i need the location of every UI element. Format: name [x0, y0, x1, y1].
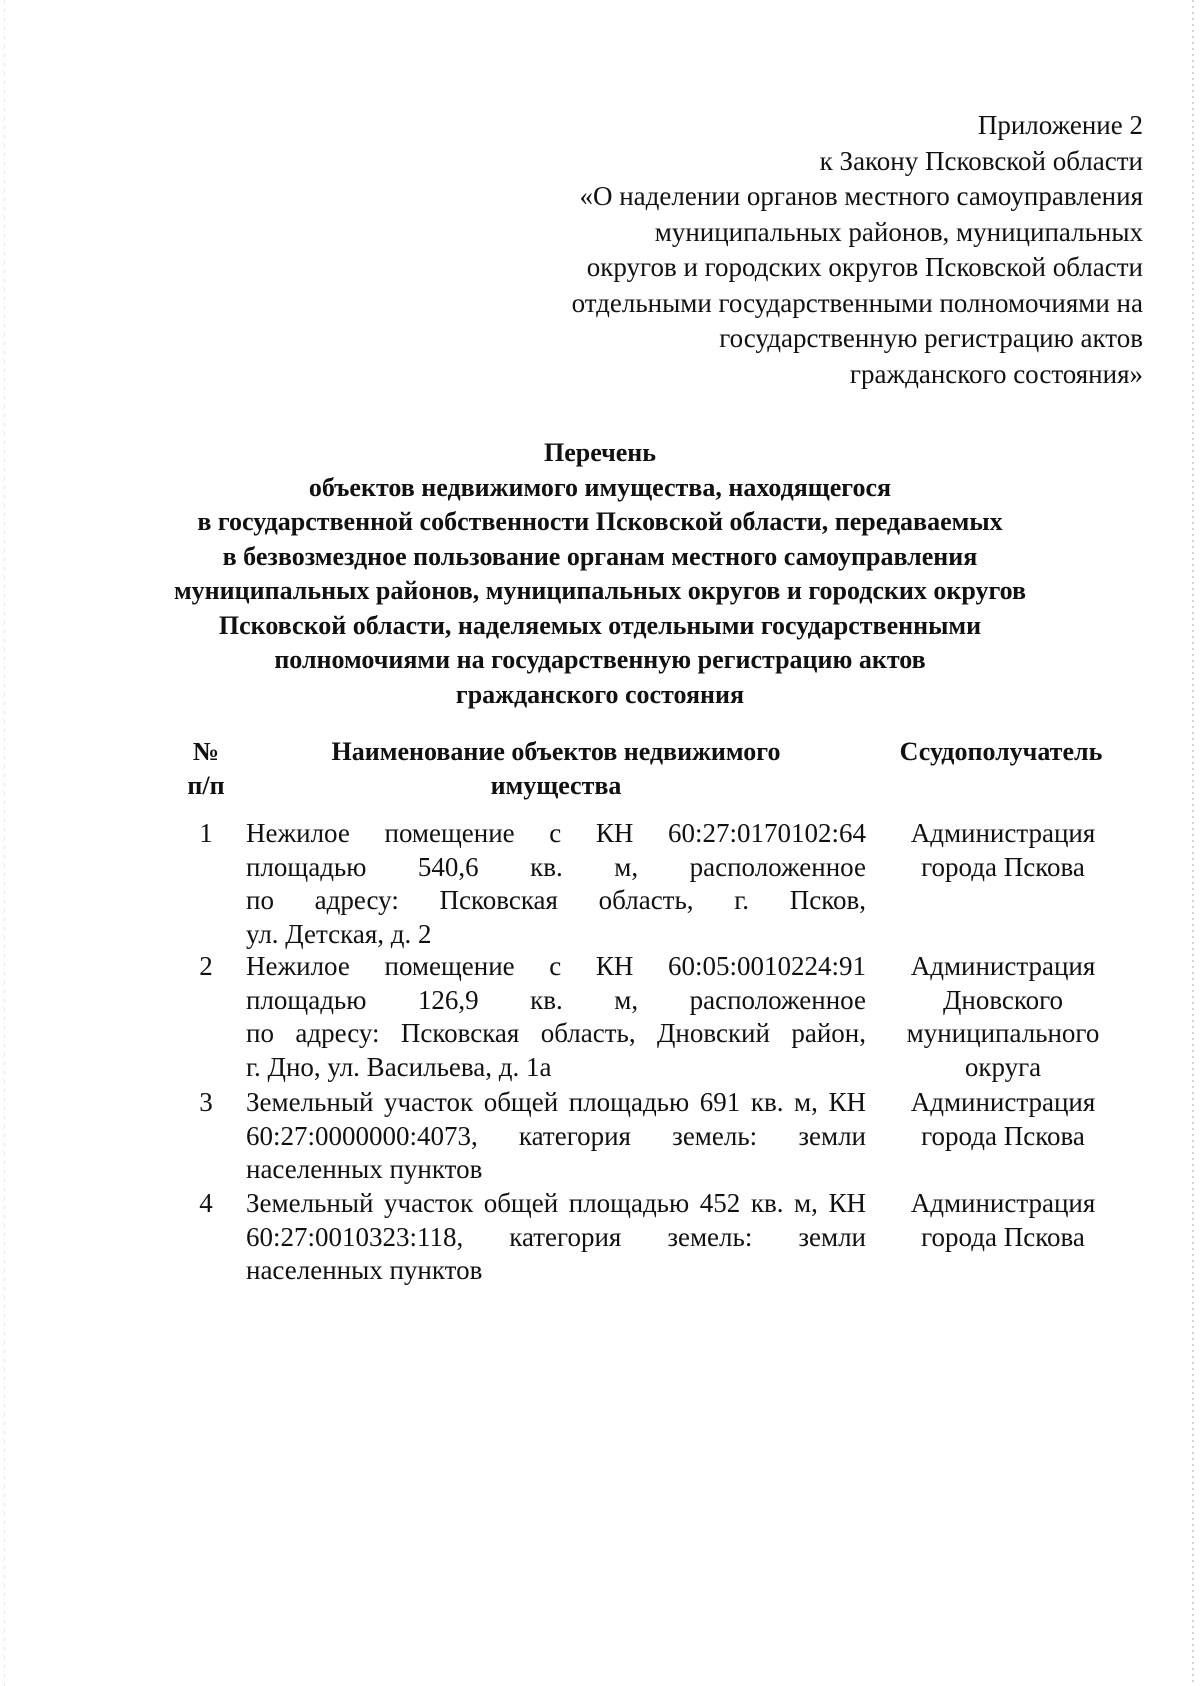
- recipient: [888, 1086, 1118, 1153]
- description-line: 60:27:0010323:118, категория земель: земли: [246, 1221, 866, 1252]
- row-number: 1: [199, 818, 213, 848]
- recipient-line: Дновского: [942, 984, 1064, 1015]
- object-description: [246, 817, 866, 951]
- appendix-line: муниципальных районов, муниципальных: [654, 216, 1143, 247]
- appendix-line: «О наделении органов местного самоуправления: [579, 181, 1143, 211]
- appendix-line: округов и городских округов Псковской области: [586, 252, 1143, 282]
- title-line: гражданского состояния: [455, 679, 745, 709]
- title-line: в безвозмездное пользование органам местного самоуправления: [222, 541, 978, 571]
- recipient-line: округа: [964, 1051, 1042, 1082]
- description-line: по адресу: Псковская область, г. Псков,: [246, 885, 866, 915]
- header-name-line: имущества: [490, 771, 622, 800]
- table-row: [176, 950, 1116, 1086]
- header-recipient-line: Ссудополучатель: [899, 737, 1103, 766]
- object-description: [246, 1086, 866, 1187]
- object-description: [246, 1187, 866, 1288]
- description-line: ул. Детская, д. 2: [246, 918, 432, 949]
- header-name-line: Наименование объектов недвижимого: [331, 737, 781, 766]
- title-line: муниципальных районов, муниципальных округов и городских округов: [173, 576, 1027, 605]
- description-line: Земельный участок общей площадью 452 кв. м, КН: [246, 1188, 866, 1218]
- recipient-line: муниципального: [906, 1018, 1100, 1048]
- property-table: [176, 735, 1116, 1288]
- appendix-line: Приложение 2: [977, 110, 1143, 140]
- recipient-line: Администрация: [910, 1087, 1096, 1117]
- description-line: 60:27:0000000:4073, категория земель: земли: [246, 1120, 866, 1151]
- row-number: 4: [199, 1188, 213, 1218]
- scan-edge-left: [4, 0, 5, 1686]
- description-line: Земельный участок общей площадью 691 кв. м, КН: [246, 1087, 866, 1117]
- appendix-line: отдельными государственными полномочиями на: [571, 287, 1143, 318]
- description-line: площадью 540,6 кв. м, расположенное: [246, 851, 866, 882]
- description-line: Нежилое помещение с КН 60:05:0010224:91: [246, 951, 866, 981]
- table-header: [176, 735, 1116, 817]
- table-row: [176, 817, 1116, 950]
- recipient-line: Администрация: [910, 818, 1096, 848]
- appendix-line: гражданского состояния»: [849, 358, 1143, 389]
- appendix-reference: [503, 108, 1143, 392]
- table-row: [176, 1086, 1116, 1187]
- row-number: 3: [199, 1087, 213, 1117]
- title-line: Перечень: [543, 438, 657, 467]
- description-line: площадью 126,9 кв. м, расположенное: [246, 984, 866, 1015]
- header-number: [176, 735, 236, 803]
- scan-edge-right: [1192, 0, 1194, 1686]
- header-name: [246, 735, 866, 803]
- header-number-line: №: [192, 737, 220, 766]
- header-recipient: [886, 735, 1116, 769]
- description-line: Нежилое помещение с КН 60:27:0170102:64: [246, 818, 866, 848]
- recipient-line: города Пскова: [921, 1221, 1085, 1252]
- recipient-line: Администрация: [910, 951, 1096, 981]
- recipient: [888, 1187, 1118, 1254]
- description-line: г. Дно, ул. Васильева, д. 1а: [246, 1051, 552, 1082]
- recipient-line: города Пскова: [921, 851, 1085, 882]
- document-title: [150, 436, 1050, 712]
- appendix-line: государственную регистрацию актов: [719, 323, 1143, 353]
- header-number-line: п/п: [187, 771, 225, 800]
- description-line: населенных пунктов: [246, 1255, 483, 1285]
- recipient: [888, 950, 1118, 1084]
- table-row: [176, 1187, 1116, 1288]
- object-description: [246, 950, 866, 1084]
- title-line: Псковской области, наделяемых отдельными государственными: [218, 610, 982, 640]
- description-line: по адресу: Псковская область, Дновский район,: [246, 1018, 866, 1048]
- recipient: [888, 817, 1118, 884]
- row-number: 2: [199, 951, 213, 981]
- appendix-line: к Закону Псковской области: [819, 145, 1143, 176]
- recipient-line: Администрация: [910, 1188, 1096, 1218]
- description-line: населенных пунктов: [246, 1154, 483, 1184]
- title-line: полномочиями на государственную регистрацию актов: [274, 645, 926, 674]
- title-line: в государственной собственности Псковской области, передаваемых: [197, 507, 1003, 536]
- recipient-line: города Пскова: [921, 1120, 1085, 1151]
- title-line: объектов недвижимого имущества, находящегося: [308, 472, 892, 502]
